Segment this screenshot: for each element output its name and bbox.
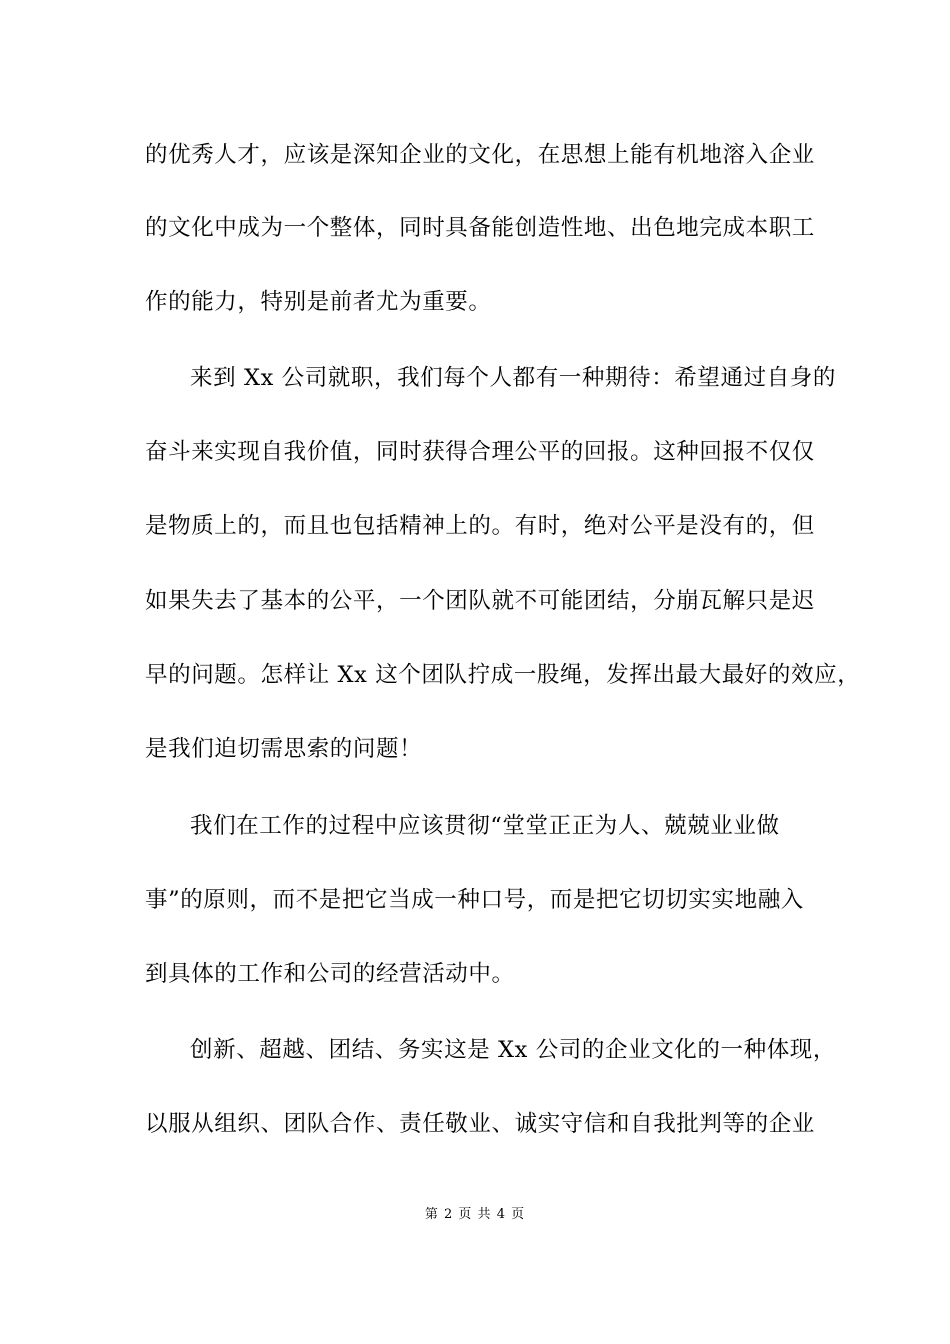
paragraph-start-line: 创新、超越、团结、务实这是 Xx 公司的企业文化的一种体现， xyxy=(190,1037,837,1063)
text-line: 以服从组织、团队合作、责任敬业、诚实守信和自我批判等的企业 xyxy=(145,1111,815,1137)
text-line: 如果失去了基本的公平，一个团队就不可能团结，分崩瓦解只是迟 xyxy=(145,588,815,614)
text-line: 早的问题。怎样让 Xx 这个团队拧成一股绳，发挥出最大最好的效应， xyxy=(145,662,861,688)
text-line: 的文化中成为一个整体，同时具备能创造性地、出色地完成本职工 xyxy=(145,215,815,241)
paragraph-start-line: 来到 Xx 公司就职，我们每个人都有一种期待：希望通过自身的 xyxy=(190,365,837,391)
paragraph-start-line: 我们在工作的过程中应该贯彻“堂堂正正为人、兢兢业业做 xyxy=(190,813,780,839)
page-footer: 第 2 页 共 4 页 xyxy=(424,1207,526,1222)
text-line: 作的能力，特别是前者尤为重要。 xyxy=(145,289,492,315)
text-line: 奋斗来实现自我价值，同时获得合理公平的回报。这种回报不仅仅 xyxy=(145,439,815,465)
text-line: 的优秀人才，应该是深知企业的文化，在思想上能有机地溶入企业 xyxy=(145,142,815,168)
text-line: 是物质上的，而且也包括精神上的。有时，绝对公平是没有的，但 xyxy=(145,513,815,539)
text-line: 是我们迫切需思索的问题！ xyxy=(145,736,423,762)
text-line: 到具体的工作和公司的经营活动中。 xyxy=(145,961,515,987)
text-line: 事”的原则，而不是把它当成一种口号，而是把它切切实实地融入 xyxy=(145,887,804,913)
